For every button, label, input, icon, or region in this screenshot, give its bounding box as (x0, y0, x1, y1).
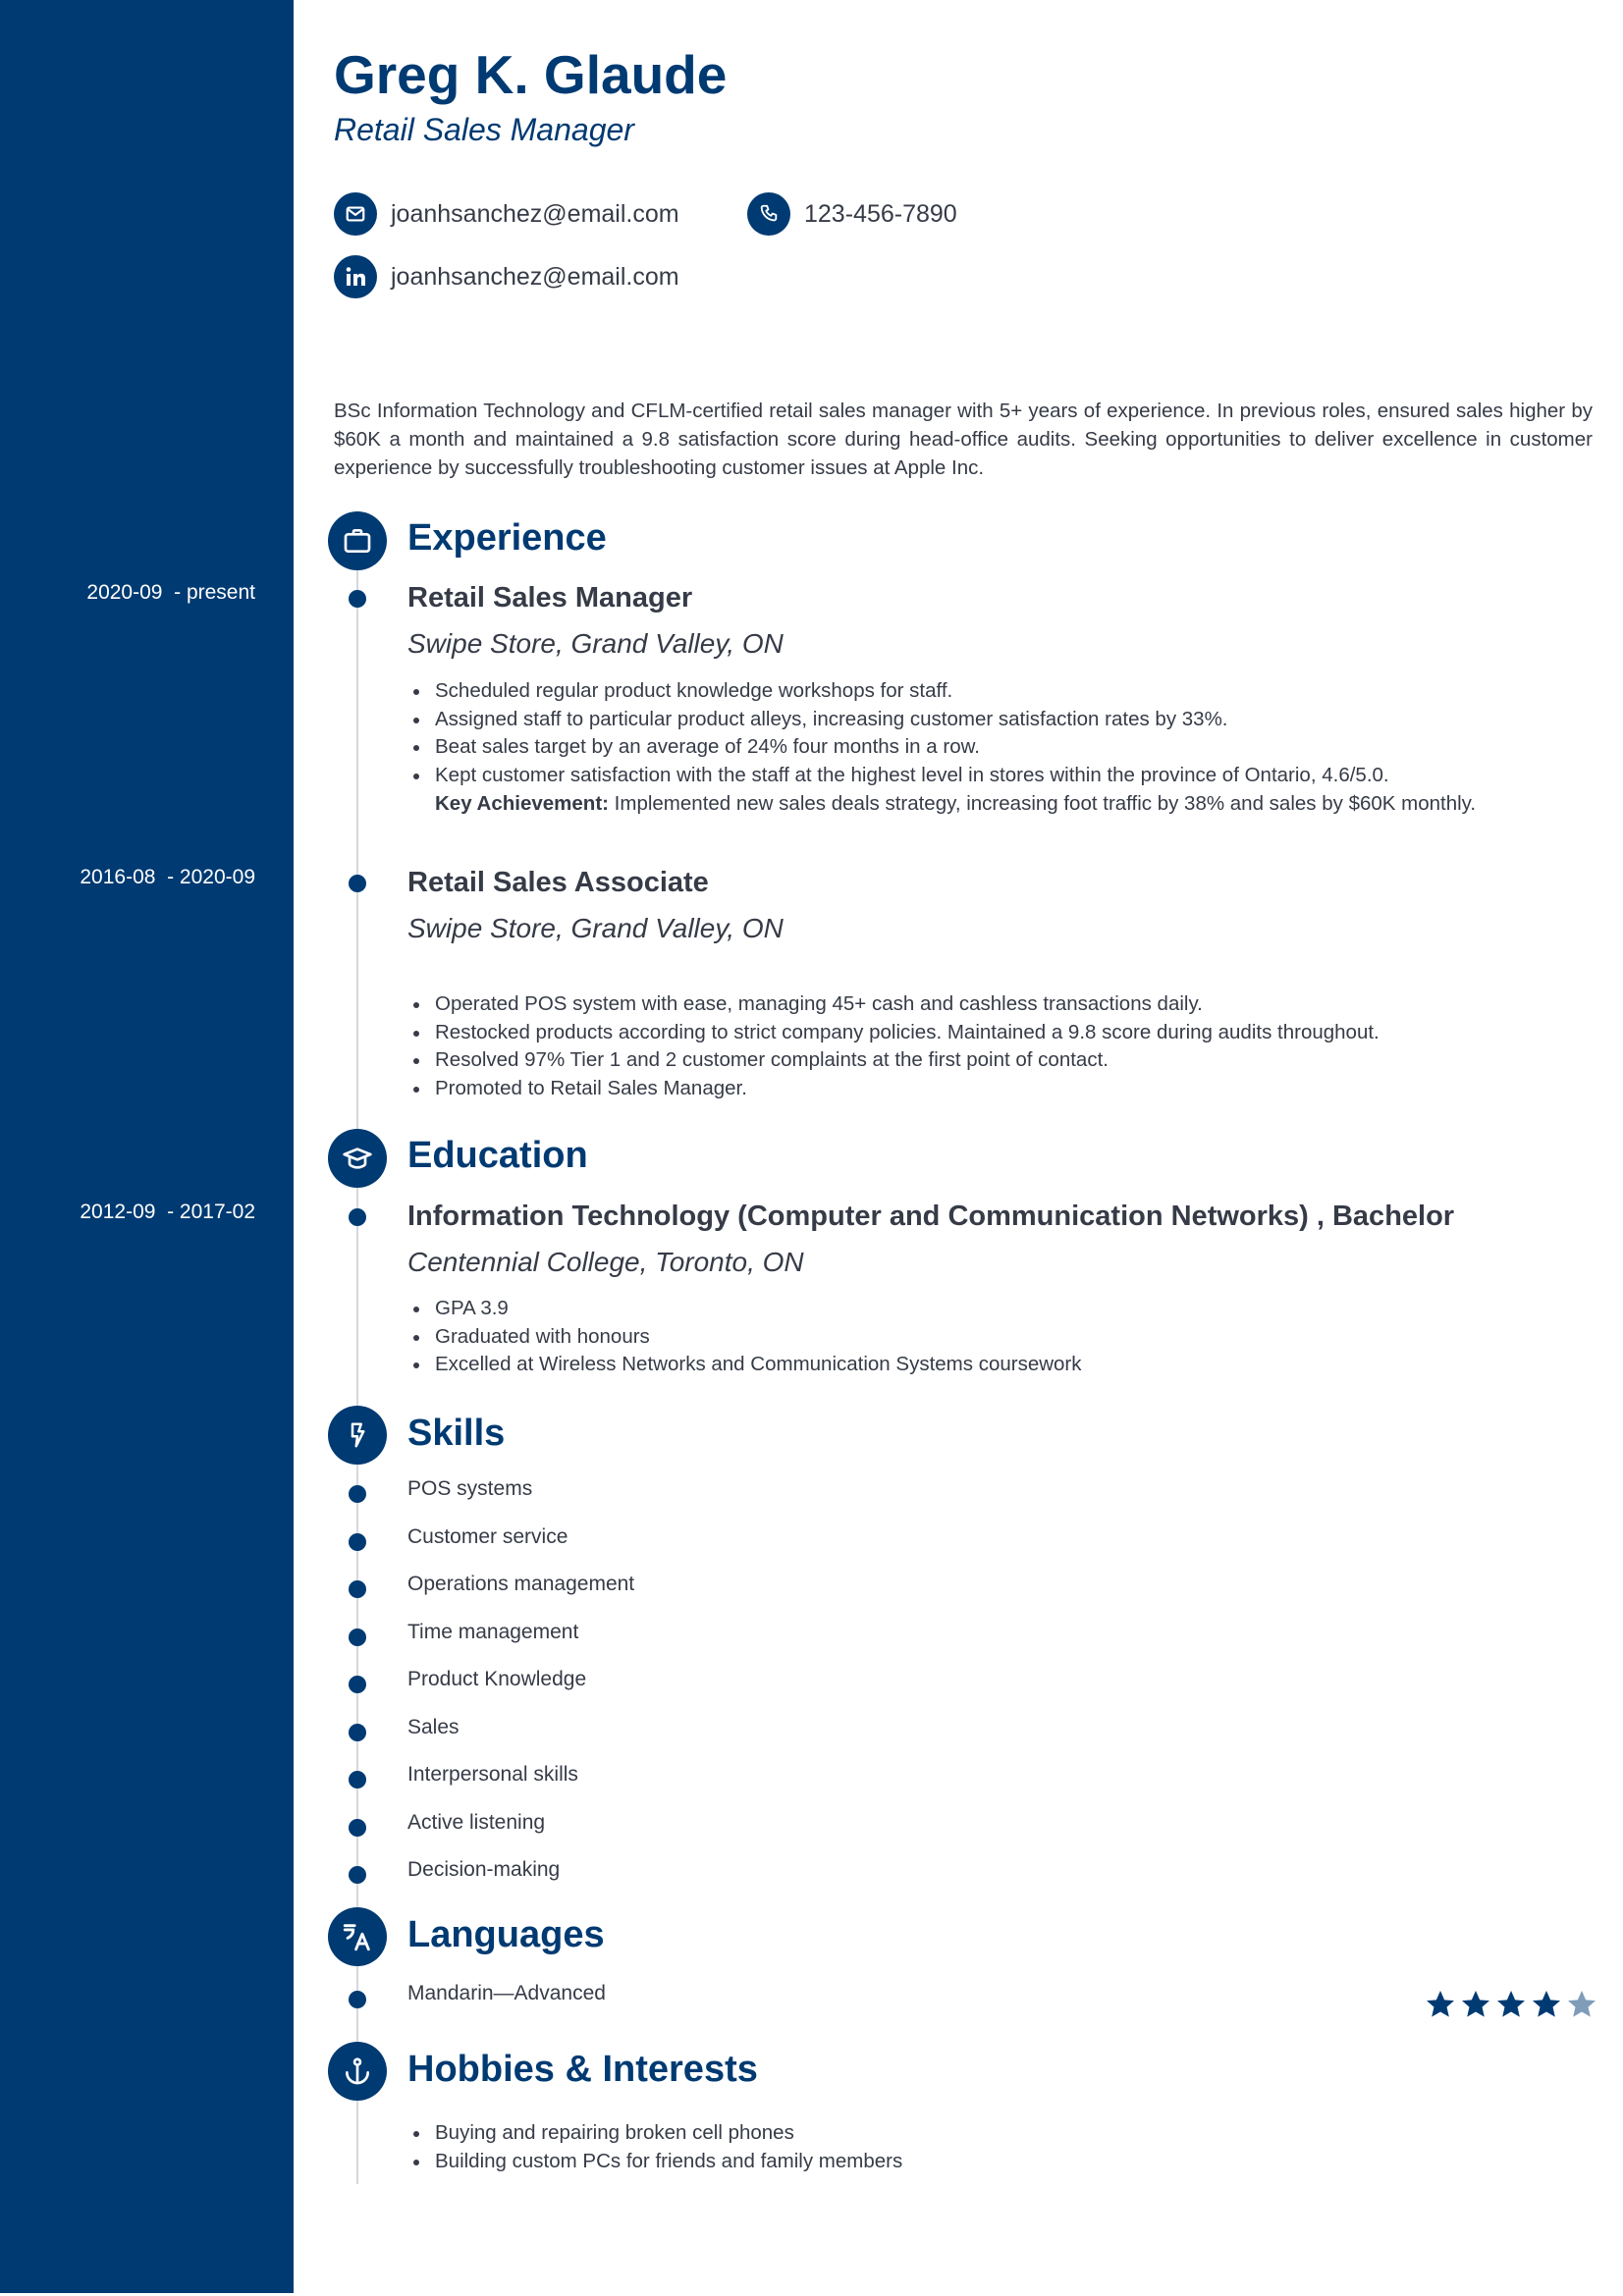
profile-summary: BSc Information Technology and CFLM-certified retail sales manager with 5+ years of experience. In previous roles, ensured sales higher by $60K a month and maintained a 9.8 satisfaction score during head-office audits. Seeking opportunities to deliver excellence in customer experience by successfully troubleshooting customer issues at Apple Inc. (334, 400, 1593, 479)
timeline-dot (349, 1724, 366, 1741)
timeline-dot (349, 1819, 366, 1837)
bullet-item: Promoted to Retail Sales Manager. (435, 1075, 1380, 1103)
sidebar (0, 0, 294, 2293)
language-item: Mandarin—Advanced (407, 1982, 606, 2004)
experience-date-1: 2020-09 - present (86, 581, 255, 604)
key-achievement-text: Implemented new sales deals strategy, increasing foot traffic by 38% and sales by $60K monthly. (608, 791, 1477, 815)
lightning-bolt-icon (328, 1406, 387, 1465)
bullet-item: Beat sales target by an average of 24% four months in a row. (435, 733, 1476, 762)
education-bullets (407, 1295, 1082, 1379)
school-name: Centennial College, Toronto, ON (407, 1247, 804, 1277)
timeline-dot (349, 1991, 366, 2008)
timeline-dot (349, 1866, 366, 1884)
timeline-dot (349, 1676, 366, 1693)
graduation-cap-icon (328, 1129, 387, 1188)
job-bullets-2 (407, 990, 1380, 1103)
bullet-item: GPA 3.9 (435, 1295, 1082, 1323)
job-bullets-1 (407, 677, 1476, 819)
skill-item: Customer service (407, 1525, 568, 1548)
hobbies-list (407, 2119, 902, 2175)
timeline-dot (349, 1580, 366, 1598)
contact-phone[interactable] (747, 192, 957, 236)
star-filled-icon (1494, 1989, 1528, 2020)
contact-email-text: joanhsanchez@email.com (391, 199, 679, 228)
star-filled-icon (1530, 1989, 1563, 2020)
bullet-item: Scheduled regular product knowledge workshops for staff. (435, 677, 1476, 706)
bullet-item: Assigned staff to particular product alleys, increasing customer satisfaction rates by 33%. (435, 706, 1476, 734)
contact-linkedin[interactable] (334, 255, 679, 298)
star-filled-icon (1459, 1989, 1492, 2020)
anchor-icon (328, 2042, 387, 2101)
skills-heading: Skills (407, 1413, 506, 1454)
skill-item: Operations management (407, 1573, 635, 1595)
language-rating (1424, 1989, 1598, 2020)
bullet-item: Operated POS system with ease, managing 45+ cash and cashless transactions daily. (435, 990, 1380, 1019)
candidate-title: Retail Sales Manager (334, 112, 634, 147)
job-title-2: Retail Sales Associate (407, 867, 709, 898)
education-date-1: 2012-09 - 2017-02 (80, 1201, 255, 1223)
timeline-dot (349, 1208, 366, 1226)
timeline-dot (349, 1485, 366, 1503)
bullet-item: Resolved 97% Tier 1 and 2 customer complaints at the first point of contact. (435, 1046, 1380, 1075)
languages-heading: Languages (407, 1914, 605, 1955)
skill-item: Sales (407, 1716, 460, 1738)
briefcase-icon (328, 511, 387, 570)
skill-item: Active listening (407, 1811, 546, 1834)
timeline-dot (349, 590, 366, 608)
job-company-1: Swipe Store, Grand Valley, ON (407, 628, 784, 659)
experience-heading: Experience (407, 517, 607, 559)
key-achievement-label: Key Achievement: (435, 791, 609, 815)
timeline-dot (349, 1629, 366, 1646)
skill-item: Product Knowledge (407, 1668, 587, 1690)
skill-item: POS systems (407, 1477, 533, 1500)
bullet-item: Kept customer satisfaction with the staff at the highest level in stores within the province of Ontario, 4.6/5.0. (435, 762, 1476, 790)
skill-item: Decision-making (407, 1858, 561, 1881)
phone-icon (747, 192, 790, 236)
linkedin-icon (334, 255, 377, 298)
bullet-item: Building custom PCs for friends and family members (435, 2148, 902, 2176)
contact-email[interactable] (334, 192, 679, 236)
skill-item: Time management (407, 1621, 579, 1643)
star-filled-icon (1424, 1989, 1457, 2020)
timeline-dot (349, 875, 366, 892)
hobbies-heading: Hobbies & Interests (407, 2049, 758, 2090)
contact-linkedin-text: joanhsanchez@email.com (391, 262, 679, 291)
key-achievement (435, 790, 1476, 819)
job-company-2: Swipe Store, Grand Valley, ON (407, 913, 784, 943)
skill-item: Interpersonal skills (407, 1763, 578, 1786)
candidate-name: Greg K. Glaude (334, 44, 728, 105)
timeline-dot (349, 1771, 366, 1789)
bullet-item: Graduated with honours (435, 1323, 1082, 1352)
bullet-item: Restocked products according to strict company policies. Maintained a 9.8 score during audits throughout. (435, 1019, 1380, 1047)
bullet-item: Buying and repairing broken cell phones (435, 2119, 902, 2148)
degree-title: Information Technology (Computer and Communication Networks) , Bachelor (407, 1201, 1455, 1232)
job-title-1: Retail Sales Manager (407, 582, 693, 614)
timeline-dot (349, 1533, 366, 1551)
star-empty-icon (1565, 1989, 1598, 2020)
education-heading: Education (407, 1135, 588, 1176)
envelope-icon (334, 192, 377, 236)
bullet-item: Excelled at Wireless Networks and Communication Systems coursework (435, 1351, 1082, 1379)
contact-phone-text: 123-456-7890 (804, 199, 957, 228)
translate-icon (328, 1907, 387, 1966)
experience-date-2: 2016-08 - 2020-09 (80, 866, 255, 888)
